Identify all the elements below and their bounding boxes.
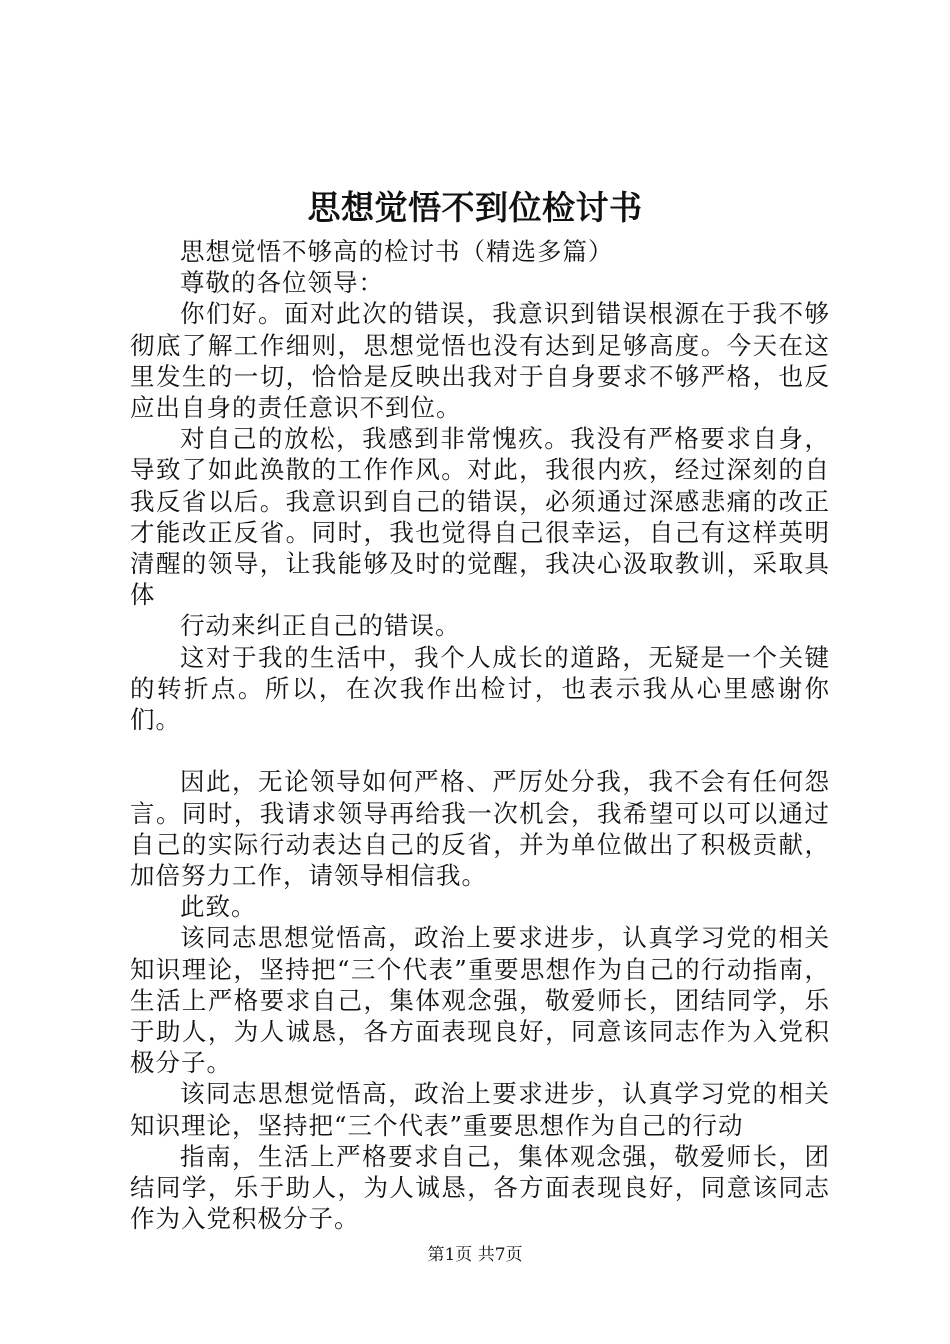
body-paragraph: 对自己的放松，我感到非常愧疚。我没有严格要求自身，导致了如此涣散的工作作风。对此，我很内疚，经过深刻的自我反省以后。我意识到自己的错误，必须通过深感悲痛的改正才能改正反省。同时，我也觉得自己很幸运，自己有这样英明清醒的领导，让我能够及时的觉醒，我决心汲取教训，采取具体: [130, 424, 830, 610]
document-body: [130, 236, 830, 1234]
closing-paragraph: 此致。: [180, 892, 257, 922]
salutation-paragraph: 尊敬的各位领导：: [180, 268, 384, 298]
page-footer: 第1页 共7页: [427, 1245, 523, 1265]
evaluation-paragraph: 该同志思想觉悟高，政治上要求进步，认真学习党的相关知识理论，坚持把“三个代表”重要思想作为自己的行动指南，生活上严格要求自己，集体观念强，敬爱师长，团结同学，乐于助人，为人诚恳，各方面表现良好，同意该同志作为入党积极分子。: [130, 923, 830, 1078]
body-paragraph: 你们好。面对此次的错误，我意识到错误根源在于我不够彻底了解工作细则，思想觉悟也没有达到足够高度。今天在这里发生的一切，恰恰是反映出我对于自身要求不够严格，也反应出自身的责任意识不到位。: [130, 299, 830, 423]
body-paragraph: 因此，无论领导如何严格、严厉处分我，我不会有任何怨言。同时，我请求领导再给我一次机会，我希望可以可以通过自己的实际行动表达自己的反省，并为单位做出了积极贡献，加倍努力工作，请领导相信我。: [130, 767, 830, 891]
body-paragraph: 这对于我的生活中，我个人成长的道路，无疑是一个关键的转折点。所以，在次我作出检讨，也表示我从心里感谢你们。: [130, 642, 830, 735]
body-paragraph: 行动来纠正自己的错误。: [180, 611, 461, 641]
blank-line: [130, 735, 830, 766]
evaluation-paragraph: 指南，生活上严格要求自己，集体观念强，敬爱师长，团结同学，乐于助人，为人诚恳，各方面表现良好，同意该同志作为入党积极分子。: [130, 1141, 830, 1234]
evaluation-paragraph: 该同志思想觉悟高，政治上要求进步，认真学习党的相关知识理论，坚持把“三个代表”重要思想作为自己的行动: [130, 1079, 830, 1140]
document-title: 思想觉悟不到位检讨书: [307, 188, 643, 227]
subtitle-paragraph: 思想觉悟不够高的检讨书（精选多篇）: [180, 237, 614, 266]
